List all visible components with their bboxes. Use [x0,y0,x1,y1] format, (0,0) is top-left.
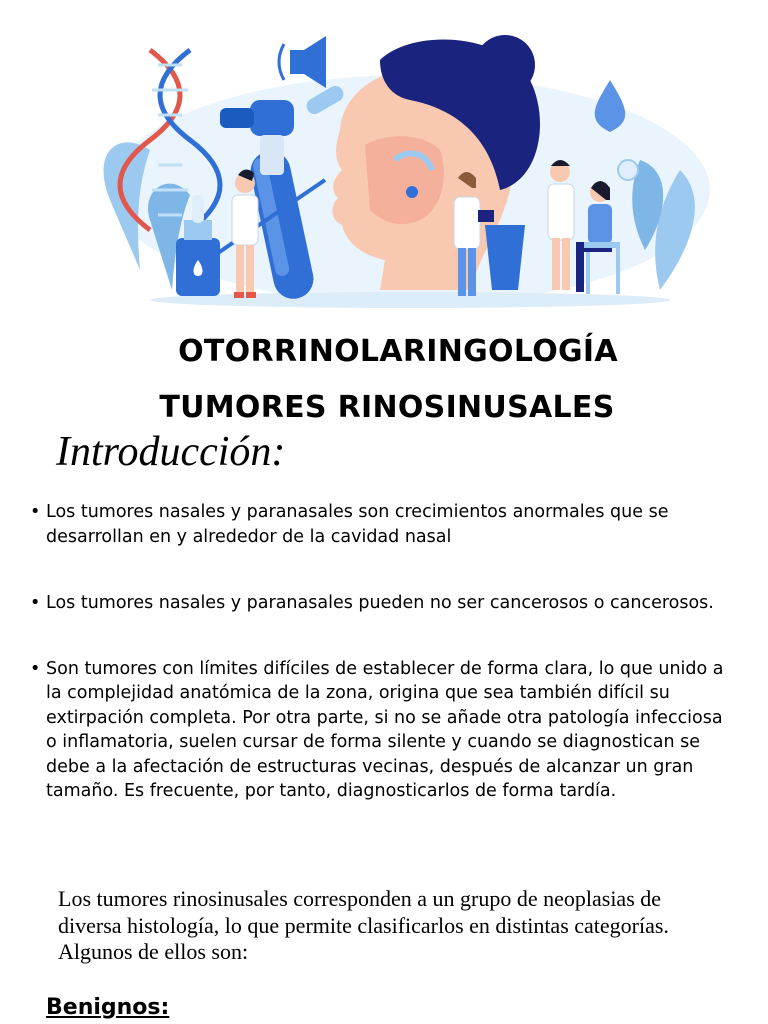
list-item: • Los tumores nasales y paranasales son crecimientos anormales que se desarrollan en y alrededor de la cavidad nasal [28,500,738,549]
hair-bun [475,35,535,95]
intro-heading: Introducción: [56,429,286,475]
speaker-icon [279,36,326,88]
list-item: • Son tumores con límites difíciles de establecer de forma clara, lo que unido a la complejidad anatómica de la zona, origina que sea también difícil su extirpación completa. Por otra parte, si no se añade otra patología infecciosa o inflamatoria, suelen cursar de forma silente y cuando se diagnostican se debe a la afectación de estructuras vecinas, después de alcanzar un gran tamaño. Es frecuente, por tanto, diagnosticarlos de forma tardía. [28,657,738,804]
document-title: OTORRINOLARINGOLOGÍA [178,334,618,369]
water-drop-icon [595,80,625,132]
ent-illustration [80,20,720,320]
pill-round-icon [618,160,638,180]
earring [406,186,418,198]
list-item: • Los tumores nasales y paranasales pueden no ser cancerosos o cancerosos. [28,591,738,616]
beaker-icon [485,225,525,290]
section-heading-benignos: Benignos: [46,995,170,1020]
document-subtitle: TUMORES RINOSINUSALES [159,390,615,425]
bullet-list [28,500,738,804]
body-paragraph: Los tumores rinosinusales corresponden a un grupo de neoplasias de diversa histología, lo que permite clasificarlos en distintas categorías. Algunos de ellos son: [58,886,669,964]
